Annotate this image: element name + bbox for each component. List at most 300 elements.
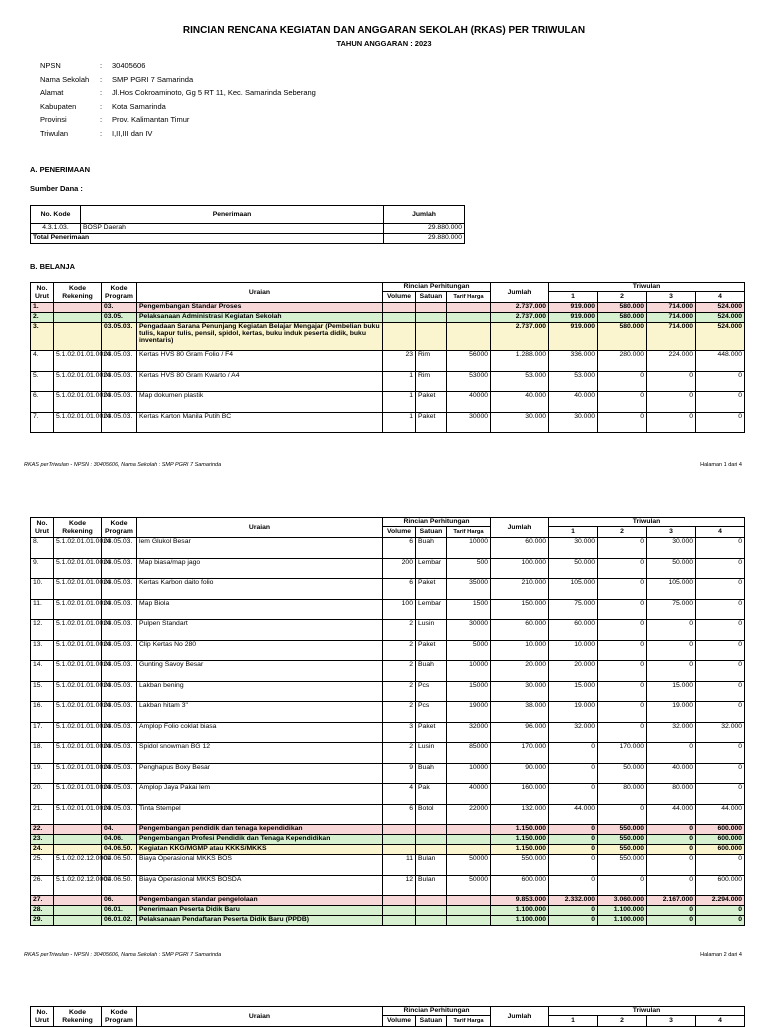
row-tarif: 50000 xyxy=(447,855,491,876)
row-uraian: Biaya Operasional MKKS BOS xyxy=(137,855,383,876)
row-q3: 714.000 xyxy=(647,313,696,323)
row-kode-program: 03.05.03. xyxy=(102,722,137,743)
footer-page-2: Halaman 2 dari 4 xyxy=(700,952,742,958)
row-q2: 0 xyxy=(598,371,647,392)
table-row xyxy=(31,784,745,805)
row-volume xyxy=(383,825,416,835)
row-kode-program: 03.05.03. xyxy=(102,412,137,433)
row-satuan: Bulan xyxy=(416,855,447,876)
row-tarif: 35000 xyxy=(447,579,491,600)
row-q1: 0 xyxy=(549,906,598,916)
row-uraian: Pengembangan pendidik dan tenaga kependidikan xyxy=(137,825,383,835)
header-tarif: Tarif Harga xyxy=(447,292,491,303)
table-row xyxy=(31,558,745,579)
row-tarif: 10000 xyxy=(447,763,491,784)
row-uraian: Gunting Savoy Besar xyxy=(137,661,383,682)
table-row xyxy=(31,825,745,835)
row-q4: 524.000 xyxy=(696,313,745,323)
row-kode-rekening: 5.1.02.01.01.0024 xyxy=(54,558,102,579)
header-q2: 2 xyxy=(598,527,647,538)
table-row xyxy=(31,323,745,351)
header-uraian: Uraian xyxy=(137,283,383,303)
row-kode-rekening xyxy=(54,323,102,351)
row-q1: 19.000 xyxy=(549,702,598,723)
table-row xyxy=(31,579,745,600)
row-satuan xyxy=(416,825,447,835)
row-tarif xyxy=(447,303,491,313)
info-label: Provinsi xyxy=(40,115,67,124)
row-jumlah: 2.737.000 xyxy=(491,303,549,313)
row-satuan xyxy=(416,303,447,313)
total-label: Total Penerimaan xyxy=(31,234,384,244)
row-kode-rekening: 5.1.02.01.01.0024 xyxy=(54,784,102,805)
row-tarif: 40000 xyxy=(447,784,491,805)
row-q1: 919.000 xyxy=(549,323,598,351)
info-row xyxy=(40,129,316,143)
row-jumlah: 60.000 xyxy=(491,538,549,559)
row-uraian: Pelaksanaan Pendaftaran Peserta Didik Baru (PPDB) xyxy=(137,916,383,926)
footer-left-page-1: RKAS perTriwulan - NPSN : 30405606, Nama Sekolah : SMP PGRI 7 Samarinda xyxy=(24,462,222,468)
header-satuan: Satuan xyxy=(416,292,447,303)
row-satuan: Paket xyxy=(416,722,447,743)
row-kode-rekening xyxy=(54,845,102,855)
row-jumlah: 10.000 xyxy=(491,640,549,661)
row-no: 24. xyxy=(31,845,54,855)
penerimaan-table xyxy=(30,205,465,244)
row-volume: 6 xyxy=(383,804,416,825)
row-q2: 550.000 xyxy=(598,835,647,845)
row-tarif xyxy=(447,845,491,855)
row-jumlah: 550.000 xyxy=(491,855,549,876)
row-satuan: Paket xyxy=(416,392,447,413)
row-volume: 9 xyxy=(383,763,416,784)
row-q4: 600.000 xyxy=(696,875,745,896)
row-q4: 0 xyxy=(696,906,745,916)
row-no: 4. xyxy=(31,351,54,372)
row-q1: 40.000 xyxy=(549,392,598,413)
row-q3: 0 xyxy=(647,661,696,682)
header-jumlah: Jumlah xyxy=(384,206,465,224)
row-q3: 0 xyxy=(647,392,696,413)
row-q1: 30.000 xyxy=(549,538,598,559)
row-uraian: Pengembangan Profesi Pendidik dan Tenaga Kependidikan xyxy=(137,835,383,845)
table-row xyxy=(31,351,745,372)
row-volume: 6 xyxy=(383,538,416,559)
row-uraian: Kertas Karton Manila Putih BC xyxy=(137,412,383,433)
row-q1: 75.000 xyxy=(549,599,598,620)
row-q2: 0 xyxy=(598,875,647,896)
header-no-urut: No. Urut xyxy=(31,518,54,538)
header-q1: 1 xyxy=(549,1016,598,1027)
row-kode-program: 03.05.03. xyxy=(102,743,137,764)
row-kode-rekening: 5.1.02.01.01.0024 xyxy=(54,804,102,825)
header-rincian: Rincian Perhitungan xyxy=(383,283,491,292)
row-kode-rekening: 5.1.02.01.01.0024 xyxy=(54,763,102,784)
header-kode-program: Kode Program xyxy=(102,1007,137,1027)
info-value: 30405606 xyxy=(112,61,146,70)
row-q2: 0 xyxy=(598,804,647,825)
row-volume: 23 xyxy=(383,351,416,372)
row-satuan: Bulan xyxy=(416,875,447,896)
row-satuan xyxy=(416,835,447,845)
info-label: Triwulan xyxy=(40,128,69,138)
row-q2: 0 xyxy=(598,681,647,702)
row-no: 6. xyxy=(31,392,54,413)
row-satuan: Lembar xyxy=(416,558,447,579)
belanja-table-page-3 xyxy=(30,1006,745,1027)
row-satuan: Rim xyxy=(416,371,447,392)
row-q2: 3.060.000 xyxy=(598,896,647,906)
row-volume: 200 xyxy=(383,558,416,579)
row-tarif: 50000 xyxy=(447,875,491,896)
row-uraian: Tinta Stempel xyxy=(137,804,383,825)
info-label: Kabupaten xyxy=(40,101,77,111)
row-q3: 0 xyxy=(647,743,696,764)
school-info xyxy=(40,61,316,142)
row-jumlah: 1.150.000 xyxy=(491,835,549,845)
row-q4: 524.000 xyxy=(696,303,745,313)
row-kode-program: 03.05.03. xyxy=(102,392,137,413)
row-no: 18. xyxy=(31,743,54,764)
row-q1: 0 xyxy=(549,855,598,876)
row-q1: 15.000 xyxy=(549,681,598,702)
row-uraian: Map Biola xyxy=(137,599,383,620)
row-volume xyxy=(383,916,416,926)
row-volume: 2 xyxy=(383,661,416,682)
row-kode-rekening: 5.1.02.01.01.0024 xyxy=(54,538,102,559)
header-q4: 4 xyxy=(696,292,745,303)
row-satuan xyxy=(416,313,447,323)
header-volume: Volume xyxy=(383,292,416,303)
row-uraian: Pulpen Standart xyxy=(137,620,383,641)
row-jumlah: 20.000 xyxy=(491,661,549,682)
table-row xyxy=(31,763,745,784)
table-row xyxy=(31,303,745,313)
row-satuan xyxy=(416,906,447,916)
row-kode-program: 03.05.03. xyxy=(102,558,137,579)
table-row xyxy=(31,313,745,323)
row-q3: 0 xyxy=(647,620,696,641)
info-colon: : xyxy=(100,74,103,84)
row-kode-rekening: 5.1.02.01.01.0024 xyxy=(54,681,102,702)
row-q1: 0 xyxy=(549,835,598,845)
row-q2: 550.000 xyxy=(598,825,647,835)
header-no-urut: No. Urut xyxy=(31,1007,54,1027)
row-uraian: Clip Kertas No 280 xyxy=(137,640,383,661)
row-no: 20. xyxy=(31,784,54,805)
row-q4: 448.000 xyxy=(696,351,745,372)
row-tarif xyxy=(447,313,491,323)
row-uraian: Pengembangan Standar Proses xyxy=(137,303,383,313)
row-q4: 600.000 xyxy=(696,845,745,855)
row-tarif: 30000 xyxy=(447,412,491,433)
row-uraian: Pengadaan Sarana Penunjang Kegiatan Belajar Mengajar (Pembelian buku tulis, kapur tulis, pensil, spidol, kertas, buku induk peserta didik, buku inventaris) xyxy=(137,323,383,351)
row-volume: 3 xyxy=(383,722,416,743)
table-row xyxy=(31,875,745,896)
table-row xyxy=(31,681,745,702)
row-q4: 0 xyxy=(696,661,745,682)
row-kode-rekening xyxy=(54,916,102,926)
row-q2: 550.000 xyxy=(598,855,647,876)
row-q1: 919.000 xyxy=(549,313,598,323)
row-kode-program: 03.05.03. xyxy=(102,579,137,600)
row-jumlah: 30.000 xyxy=(491,681,549,702)
row-jumlah: 132.000 xyxy=(491,804,549,825)
row-no: 27. xyxy=(31,896,54,906)
header-volume: Volume xyxy=(383,1016,416,1027)
row-q1: 336.000 xyxy=(549,351,598,372)
row-q2: 0 xyxy=(598,412,647,433)
row-kode-program: 03.05.03. xyxy=(102,661,137,682)
footer-page-1: Halaman 1 dari 4 xyxy=(700,462,742,468)
row-satuan: Paket xyxy=(416,412,447,433)
table-row xyxy=(31,916,745,926)
header-jumlah: Jumlah xyxy=(491,1007,549,1027)
header-q4: 4 xyxy=(696,527,745,538)
row-volume: 2 xyxy=(383,743,416,764)
table-row xyxy=(31,599,745,620)
row-volume xyxy=(383,896,416,906)
row-q3: 714.000 xyxy=(647,303,696,313)
row-uraian: Amplop Jaya Pakai lem xyxy=(137,784,383,805)
info-row xyxy=(40,102,316,116)
row-volume: 12 xyxy=(383,875,416,896)
row-q1: 0 xyxy=(549,825,598,835)
row-kode-program: 03.05.03. xyxy=(102,784,137,805)
header-kode: No. Kode xyxy=(31,206,81,224)
row-kode-rekening: 5.1.02.01.01.0024 xyxy=(54,579,102,600)
header-kode-rekening: Kode Rekening xyxy=(54,518,102,538)
row-q3: 714.000 xyxy=(647,323,696,351)
row-q3: 2.167.000 xyxy=(647,896,696,906)
row-q4: 0 xyxy=(696,743,745,764)
row-q3: 32.000 xyxy=(647,722,696,743)
header-jumlah: Jumlah xyxy=(491,518,549,538)
row-tarif: 19000 xyxy=(447,702,491,723)
row-q3: 0 xyxy=(647,412,696,433)
row-tarif xyxy=(447,323,491,351)
info-colon: : xyxy=(100,88,103,97)
row-volume: 2 xyxy=(383,702,416,723)
row-volume: 6 xyxy=(383,579,416,600)
row-q1: 60.000 xyxy=(549,620,598,641)
table-row xyxy=(31,896,745,906)
row-tarif xyxy=(447,825,491,835)
row-no: 12. xyxy=(31,620,54,641)
row-satuan: Lusin xyxy=(416,743,447,764)
row-uraian: lem Glukol Besar xyxy=(137,538,383,559)
row-q4: 2.294.000 xyxy=(696,896,745,906)
row-tarif xyxy=(447,916,491,926)
row-q2: 80.000 xyxy=(598,784,647,805)
header-rincian: Rincian Perhitungan xyxy=(383,1007,491,1016)
row-uraian: Biaya Operasional MKKS BOSDA xyxy=(137,875,383,896)
row-kode-program: 03.05.03. xyxy=(102,351,137,372)
row-kode-rekening xyxy=(54,303,102,313)
row-kode-program: 03.05.03. xyxy=(102,371,137,392)
row-jumlah: 1.150.000 xyxy=(491,825,549,835)
header-satuan: Satuan xyxy=(416,1016,447,1027)
header-volume: Volume xyxy=(383,527,416,538)
row-q2: 0 xyxy=(598,538,647,559)
row-q4: 0 xyxy=(696,916,745,926)
header-q4: 4 xyxy=(696,1016,745,1027)
row-q3: 75.000 xyxy=(647,599,696,620)
header-kode-program: Kode Program xyxy=(102,518,137,538)
receipt-amount: 29.880.000 xyxy=(384,224,465,234)
receipt-code: 4.3.1.03. xyxy=(31,224,81,234)
row-q3: 30.000 xyxy=(647,538,696,559)
row-q3: 0 xyxy=(647,371,696,392)
row-volume xyxy=(383,906,416,916)
row-jumlah: 600.000 xyxy=(491,875,549,896)
row-q4: 600.000 xyxy=(696,825,745,835)
table-row xyxy=(31,855,745,876)
row-q1: 44.000 xyxy=(549,804,598,825)
row-q4: 0 xyxy=(696,538,745,559)
info-row xyxy=(40,61,316,75)
info-value: Jl.Hos Cokroaminoto, Gg 5 RT 11, Kec. Samarinda Seberang xyxy=(112,88,316,97)
row-jumlah: 90.000 xyxy=(491,763,549,784)
row-no: 11. xyxy=(31,599,54,620)
row-kode-program: 03.05.03. xyxy=(102,640,137,661)
row-q3: 0 xyxy=(647,855,696,876)
row-jumlah: 150.000 xyxy=(491,599,549,620)
row-no: 9. xyxy=(31,558,54,579)
row-kode-rekening: 5.1.02.01.01.0024 xyxy=(54,371,102,392)
row-volume xyxy=(383,323,416,351)
row-kode-program: 03.05.03. xyxy=(102,620,137,641)
info-colon: : xyxy=(100,101,103,111)
row-q4: 0 xyxy=(696,855,745,876)
row-jumlah: 30.000 xyxy=(491,412,549,433)
row-satuan: Buah xyxy=(416,661,447,682)
row-q1: 53.000 xyxy=(549,371,598,392)
row-jumlah: 160.000 xyxy=(491,784,549,805)
row-q1: 0 xyxy=(549,743,598,764)
table-row xyxy=(31,661,745,682)
row-q2: 1.100.000 xyxy=(598,906,647,916)
row-kode-rekening xyxy=(54,906,102,916)
info-colon: : xyxy=(100,61,103,70)
row-no: 3. xyxy=(31,323,54,351)
section-penerimaan: A. PENERIMAAN xyxy=(30,165,91,174)
header-triwulan: Triwulan xyxy=(549,1007,745,1016)
table-row xyxy=(31,412,745,433)
row-q2: 0 xyxy=(598,620,647,641)
row-satuan: Pak xyxy=(416,784,447,805)
row-q4: 524.000 xyxy=(696,323,745,351)
row-tarif: 30000 xyxy=(447,620,491,641)
row-volume xyxy=(383,835,416,845)
header-q1: 1 xyxy=(549,292,598,303)
row-volume xyxy=(383,303,416,313)
table-row xyxy=(31,804,745,825)
row-kode-program: 04.06.50. xyxy=(102,845,137,855)
row-uraian: Penghapus Boxy Besar xyxy=(137,763,383,784)
row-volume: 4 xyxy=(383,784,416,805)
table-row xyxy=(31,640,745,661)
info-label: Alamat xyxy=(40,88,64,97)
belanja-table-page-2 xyxy=(30,517,745,926)
row-kode-rekening: 5.1.02.01.01.0024 xyxy=(54,702,102,723)
row-volume: 100 xyxy=(383,599,416,620)
row-uraian: Kertas HVS 80 Gram Kwarto / A4 xyxy=(137,371,383,392)
row-satuan: Botol xyxy=(416,804,447,825)
table-row xyxy=(31,835,745,845)
table-row xyxy=(31,906,745,916)
row-no: 28. xyxy=(31,906,54,916)
row-uraian: Pengembangan standar pengelolaan xyxy=(137,896,383,906)
row-q4: 0 xyxy=(696,599,745,620)
row-jumlah: 1.100.000 xyxy=(491,916,549,926)
row-q4: 0 xyxy=(696,763,745,784)
row-kode-rekening: 5.1.02.01.01.0024 xyxy=(54,412,102,433)
header-q2: 2 xyxy=(598,292,647,303)
info-value: Kota Samarinda xyxy=(112,101,166,111)
row-q2: 0 xyxy=(598,702,647,723)
row-tarif xyxy=(447,906,491,916)
header-rincian: Rincian Perhitungan xyxy=(383,518,491,527)
sumber-dana-label: Sumber Dana : xyxy=(30,184,83,193)
table-row xyxy=(31,702,745,723)
row-satuan xyxy=(416,896,447,906)
row-kode-program: 03.05. xyxy=(102,313,137,323)
row-volume: 1 xyxy=(383,392,416,413)
row-no: 14. xyxy=(31,661,54,682)
row-q2: 50.000 xyxy=(598,763,647,784)
row-tarif: 85000 xyxy=(447,743,491,764)
table-row xyxy=(31,371,745,392)
header-kode-rekening: Kode Rekening xyxy=(54,1007,102,1027)
row-q3: 40.000 xyxy=(647,763,696,784)
row-satuan: Buah xyxy=(416,538,447,559)
row-jumlah: 60.000 xyxy=(491,620,549,641)
info-colon: : xyxy=(100,128,103,138)
row-kode-program: 06. xyxy=(102,896,137,906)
row-jumlah: 40.000 xyxy=(491,392,549,413)
row-kode-rekening xyxy=(54,835,102,845)
table-row xyxy=(31,743,745,764)
row-q2: 0 xyxy=(598,579,647,600)
header-uraian: Uraian xyxy=(137,518,383,538)
row-no: 15. xyxy=(31,681,54,702)
row-uraian: Amplop Folio coklat biasa xyxy=(137,722,383,743)
row-q3: 50.000 xyxy=(647,558,696,579)
row-q4: 0 xyxy=(696,681,745,702)
row-q1: 0 xyxy=(549,875,598,896)
table-row xyxy=(31,392,745,413)
row-satuan: Lusin xyxy=(416,620,447,641)
section-belanja: B. BELANJA xyxy=(30,262,76,271)
row-kode-program: 04. xyxy=(102,825,137,835)
row-q4: 0 xyxy=(696,620,745,641)
row-kode-rekening: 5.1.02.01.01.0024 xyxy=(54,743,102,764)
row-volume: 1 xyxy=(383,412,416,433)
row-satuan: Lembar xyxy=(416,599,447,620)
row-no: 2. xyxy=(31,313,54,323)
row-jumlah: 1.150.000 xyxy=(491,845,549,855)
row-tarif: 15000 xyxy=(447,681,491,702)
row-q3: 19.000 xyxy=(647,702,696,723)
row-q1: 0 xyxy=(549,784,598,805)
table-row xyxy=(31,620,745,641)
row-kode-program: 03. xyxy=(102,303,137,313)
table-row xyxy=(31,538,745,559)
row-uraian: Lakban bening xyxy=(137,681,383,702)
row-no: 16. xyxy=(31,702,54,723)
row-no: 5. xyxy=(31,371,54,392)
